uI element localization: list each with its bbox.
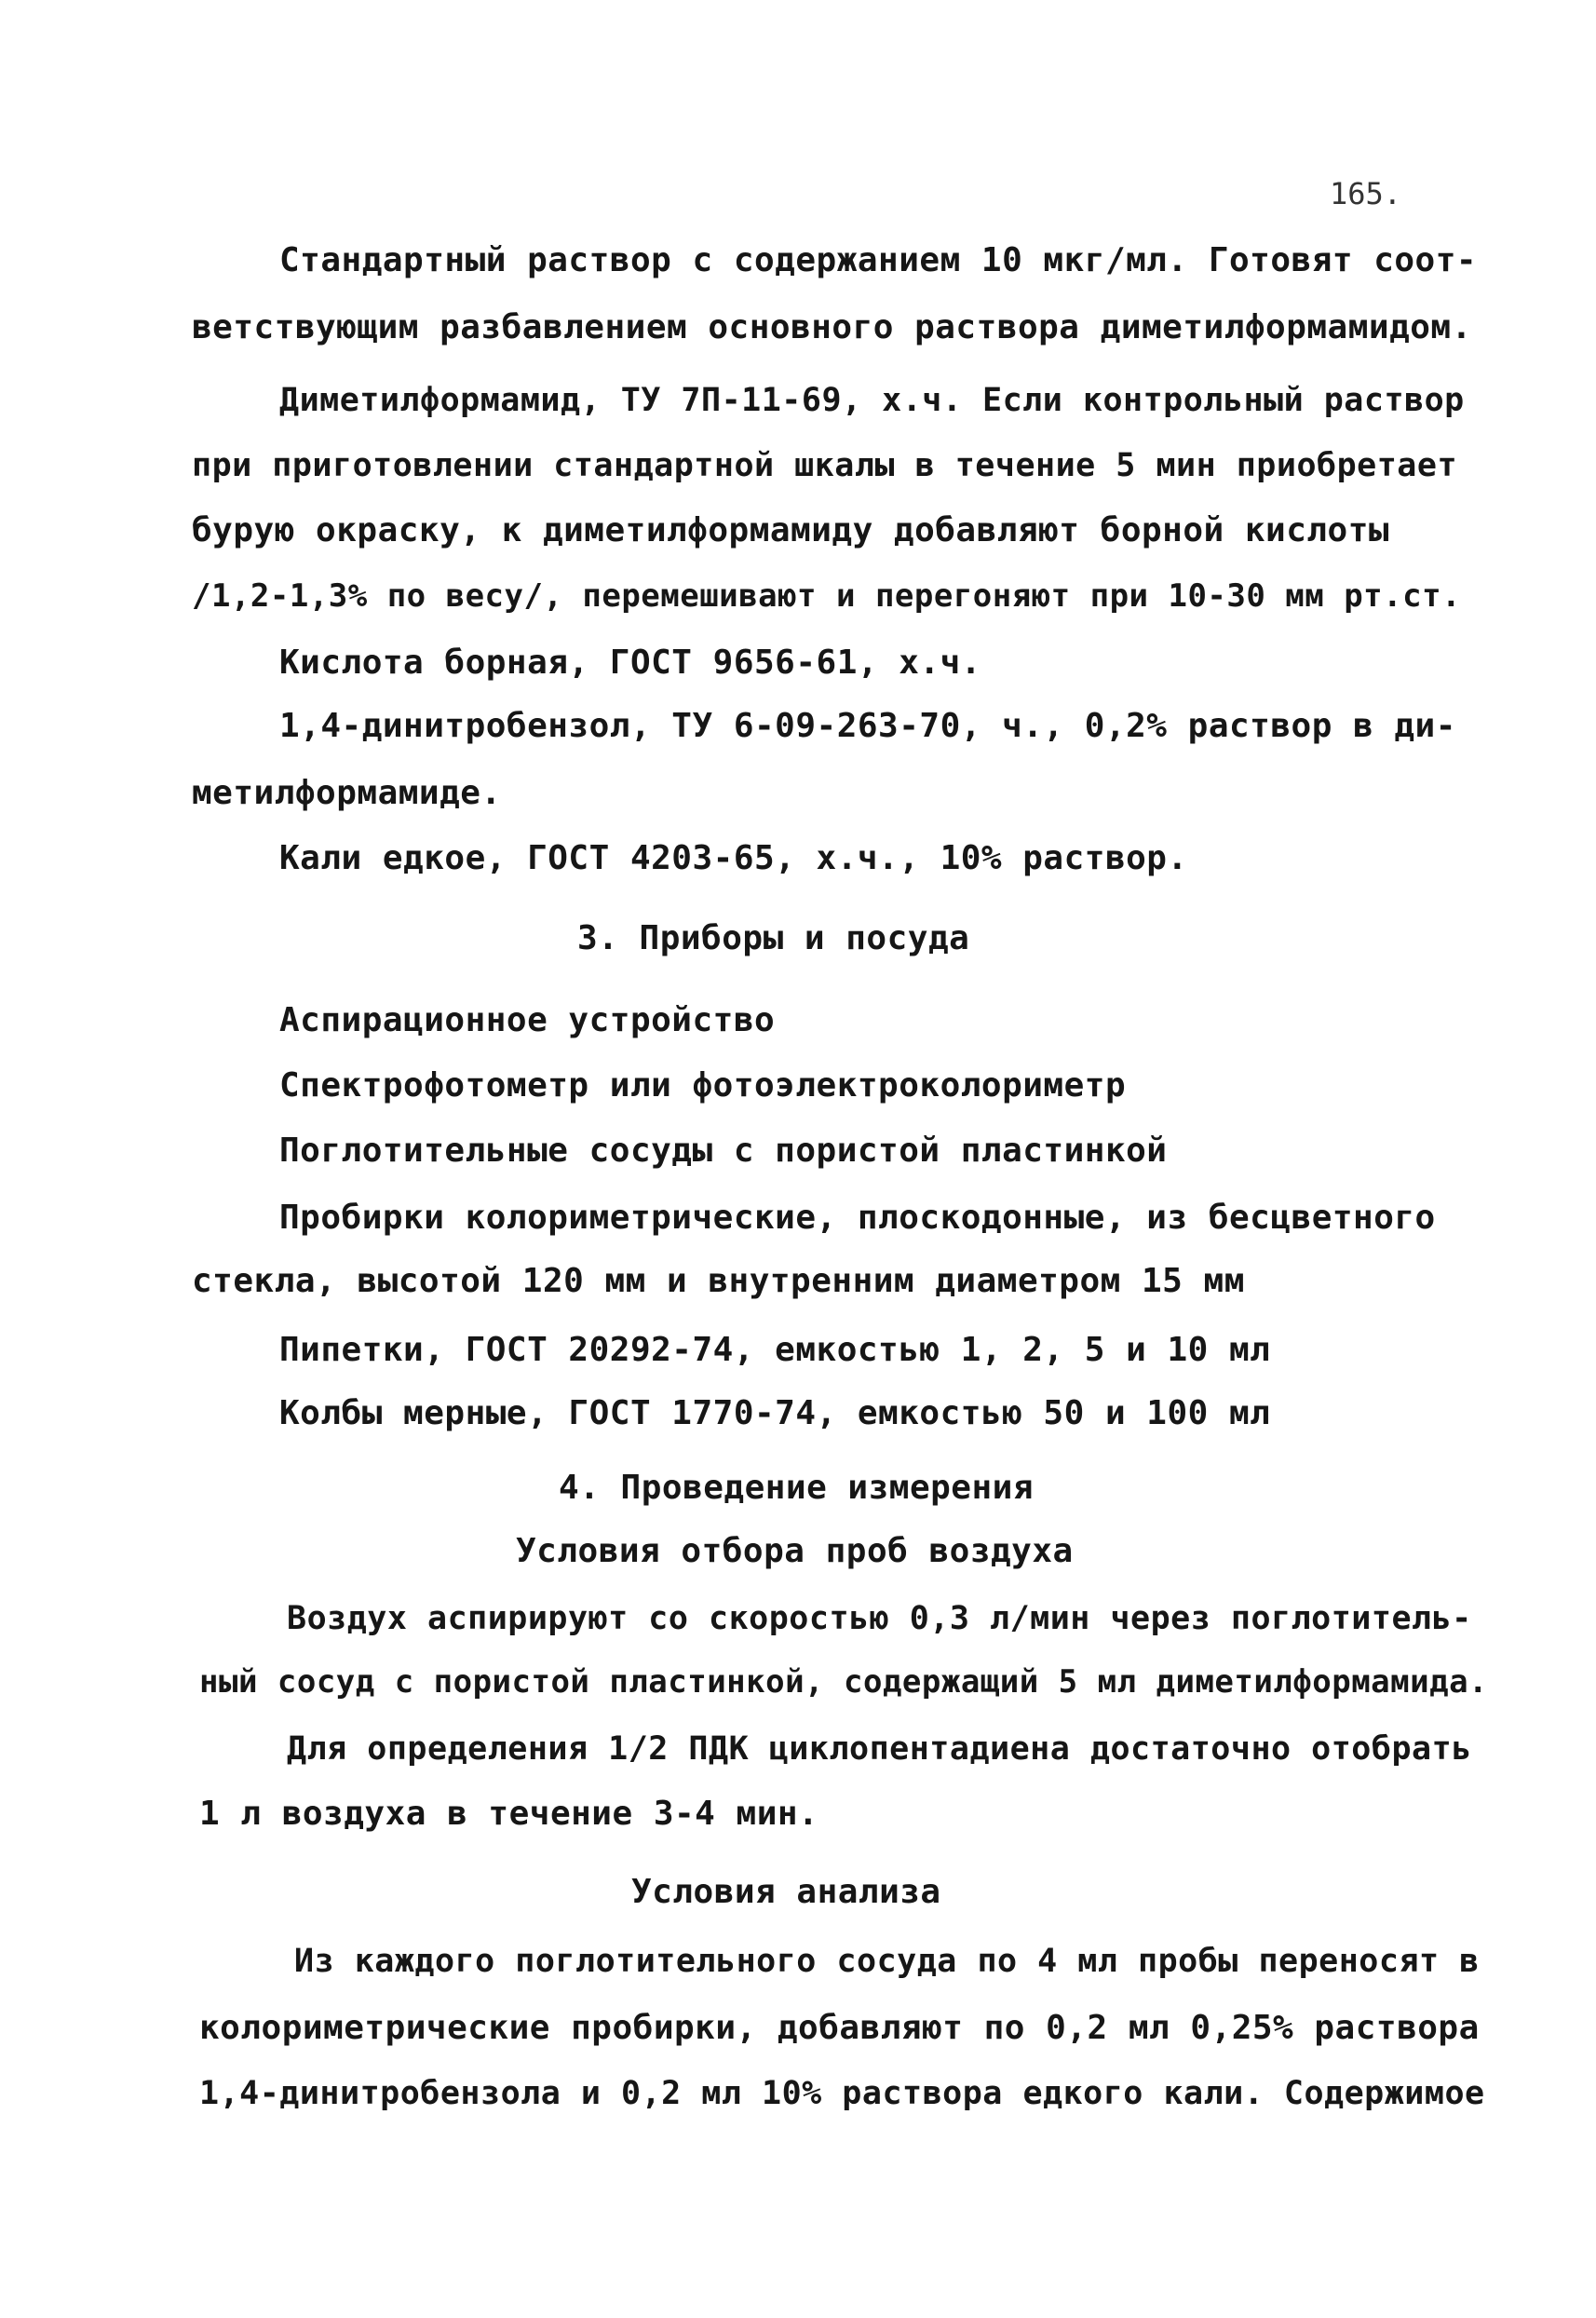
text-line: стекла, высотой 120 мм и внутренним диаметром 15 мм xyxy=(192,1262,1245,1300)
text-line: 1,4-динитробензол, ТУ 6-09-263-70, ч., 0,2% раствор в ди- xyxy=(279,707,1456,745)
text-line: 1,4-динитробензола и 0,2 мл 10% раствора едкого кали. Содержимое xyxy=(199,2075,1485,2112)
text-line: /1,2-1,3% по весу/, перемешивают и перегоняют при 10-30 мм рт.ст. xyxy=(192,577,1462,615)
section-heading: 4. Проведение измерения xyxy=(559,1469,1034,1507)
text-line: при приготовлении стандартной шкалы в течение 5 мин приобретает xyxy=(192,447,1458,484)
text-line: Колбы мерные, ГОСТ 1770-74, емкостью 50 и 100 мл xyxy=(279,1394,1271,1432)
text-line: Воздух аспирируют со скоростью 0,3 л/мин через поглотитель- xyxy=(287,1600,1472,1637)
subsection-heading: Условия отбора проб воздуха xyxy=(516,1532,1074,1570)
text-line: колориметрические пробирки, добавляют по 0,2 мл 0,25% раствора xyxy=(199,2009,1480,2047)
text-line: Поглотительные сосуды с пористой пластинкой xyxy=(279,1132,1168,1170)
page-number: 165. xyxy=(1330,176,1402,211)
text-line: метилформамиде. xyxy=(192,774,502,812)
text-line: бурую окраску, к диметилформамиду добавляют борной кислоты xyxy=(192,511,1390,549)
text-line: ветствующим разбавлением основного раствора диметилформамидом. xyxy=(192,308,1472,346)
text-line: Аспирационное устройство xyxy=(279,1001,776,1039)
section-heading: 3. Приборы и посуда xyxy=(577,919,970,957)
text-line: Диметилформамид, ТУ 7П-11-69, х.ч. Если контрольный раствор xyxy=(279,382,1465,419)
text-line: Из каждого поглотительного сосуда по 4 мл пробы переносят в xyxy=(294,1943,1480,1980)
text-line: ный сосуд с пористой пластинкой, содержащий 5 мл диметилформамида. xyxy=(199,1663,1489,1701)
text-line: Пробирки колориметрические, плоскодонные, из бесцветного xyxy=(279,1199,1436,1237)
text-line: Кали едкое, ГОСТ 4203-65, х.ч., 10% раствор. xyxy=(279,839,1188,877)
text-line: Спектрофотометр или фотоэлектроколориметр xyxy=(279,1066,1127,1105)
text-line: Кислота борная, ГОСТ 9656-61, х.ч. xyxy=(279,644,981,682)
text-line: Пипетки, ГОСТ 20292-74, емкостью 1, 2, 5 и 10 мл xyxy=(279,1331,1271,1369)
text-line: Для определения 1/2 ПДК циклопентадиена достаточно отобрать xyxy=(287,1730,1472,1768)
text-line: Стандартный раствор с содержанием 10 мкг/мл. Готовят соот- xyxy=(279,241,1478,279)
subsection-heading: Условия анализа xyxy=(631,1873,941,1911)
text-line: 1 л воздуха в течение 3-4 мин. xyxy=(199,1795,819,1833)
